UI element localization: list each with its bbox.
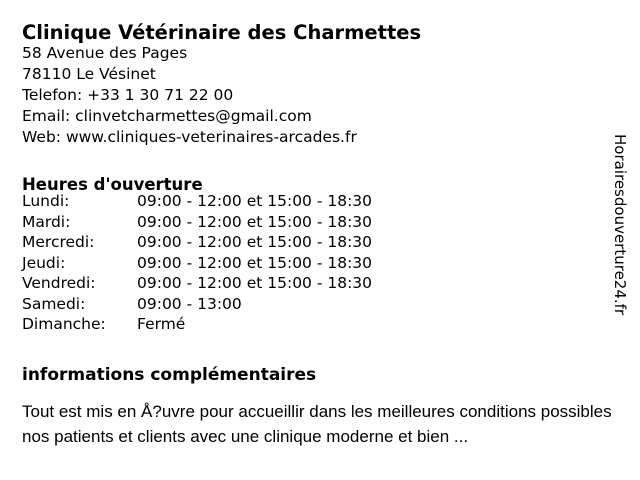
- page-title: Clinique Vétérinaire des Charmettes: [22, 21, 422, 45]
- day-hours: Fermé: [137, 315, 186, 333]
- day-label: Dimanche:: [22, 315, 106, 333]
- day-hours: 09:00 - 12:00 et 15:00 - 18:30: [137, 253, 373, 272]
- opening-hours-row-sunday: [22, 314, 372, 335]
- opening-hours-row-wednesday: [22, 232, 372, 253]
- additional-info-heading: informations complémentaires: [22, 365, 317, 386]
- contact-info: [22, 43, 357, 148]
- day-hours: 09:00 - 12:00 et 15:00 - 18:30: [137, 212, 373, 231]
- opening-hours-heading: Heures d'ouverture: [22, 174, 203, 194]
- day-label: Samedi:: [22, 294, 86, 313]
- day-label: Lundi:: [22, 192, 70, 210]
- day-label: Jeudi:: [22, 253, 66, 272]
- opening-hours-row-friday: [22, 273, 372, 294]
- opening-hours-row-tuesday: [22, 212, 372, 233]
- day-hours: 09:00 - 12:00 et 15:00 - 18:30: [137, 192, 373, 210]
- address-line-2: 78110 Le Vésinet: [22, 65, 156, 83]
- day-label: Mardi:: [22, 212, 71, 231]
- opening-hours-row-monday: [22, 191, 372, 212]
- phone-line: Telefon: +33 1 30 71 22 00: [22, 86, 234, 104]
- email-line: Email: clinvetcharmettes@gmail.com: [22, 107, 312, 125]
- day-hours: 09:00 - 13:00: [137, 294, 242, 313]
- opening-hours-row-thursday: [22, 253, 372, 274]
- additional-info-text: Tout est mis en Å?uvre pour accueillir dans les meilleures conditions possibles nos patients et clients avec une clinique moderne et bien ...: [22, 402, 612, 446]
- address-line-1: 58 Avenue des Pages: [22, 44, 188, 62]
- day-hours: 09:00 - 12:00 et 15:00 - 18:30: [137, 233, 373, 251]
- day-hours: 09:00 - 12:00 et 15:00 - 18:30: [137, 274, 373, 292]
- website-line: Web: www.cliniques-veterinaires-arcades.fr: [22, 128, 357, 146]
- watermark-vertical-text: Horairesdouverture24.fr: [611, 134, 629, 316]
- day-label: Vendredi:: [22, 274, 96, 292]
- day-label: Mercredi:: [22, 233, 95, 251]
- opening-hours-row-saturday: [22, 294, 372, 315]
- opening-hours-table: [22, 191, 372, 335]
